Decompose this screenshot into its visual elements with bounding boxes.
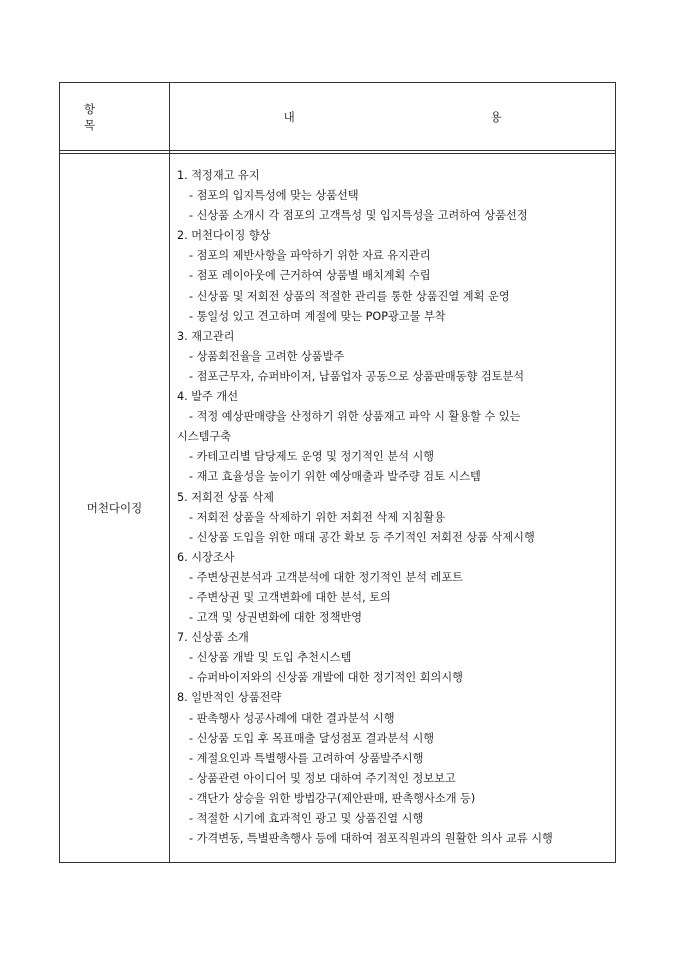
column-divider — [169, 83, 170, 862]
header-item: 항 목 — [84, 101, 122, 132]
list-item: - 슈퍼바이저와의 신상품 개발에 대한 정기적인 회의시행 — [189, 671, 463, 685]
list-item: - 적절한 시기에 효과적인 광고 및 상품진열 시행 — [189, 812, 424, 825]
section-title: 1. 적정재고 유지 — [177, 169, 260, 182]
list-item: - 점포의 입지특성에 맞는 상품선택 — [189, 189, 359, 203]
list-item: - 신상품 도입 후 목표매출 달성점포 결과분석 시행 — [189, 731, 435, 745]
list-item: - 적정 예상판매량을 산정하기 위한 상품재고 파악 시 활용할 수 있는 — [189, 410, 521, 424]
section-title: 3. 재고관리 — [177, 329, 235, 343]
section-title: 7. 신상품 소개 — [177, 631, 249, 645]
list-item: - 신상품 및 저회전 상품의 적절한 관리를 통한 상품진열 계획 운영 — [189, 289, 510, 303]
section-title: 8. 일반적인 상품전략 — [177, 691, 282, 705]
list-item: - 신상품 소개시 각 점포의 고객특성 및 입지특성을 고려하여 상품선정 — [189, 209, 528, 223]
list-item: - 저회전 상품을 삭제하기 위한 저회전 삭제 지침활용 — [189, 510, 445, 524]
section-title: 5. 저회전 상품 삭제 — [177, 490, 274, 504]
header-content: 내 용 — [283, 109, 598, 124]
list-item: - 계절요인과 특별행사를 고려하여 상품발주시행 — [189, 751, 424, 765]
section-title: 2. 머천다이징 향상 — [177, 229, 271, 243]
section-title: 4. 발주 개선 — [177, 390, 239, 404]
list-item: - 상품회전율을 고려한 상품발주 — [189, 349, 345, 363]
list-item: - 카테고리별 담당제도 운영 및 정기적인 분석 시행 — [189, 450, 435, 464]
header-divider — [60, 150, 615, 151]
list-item: - 점포근무자, 슈퍼바이저, 납품업자 공동으로 상품판매동향 검토분석 — [189, 369, 525, 383]
list-item: - 주변상권 및 고객변화에 대한 분석, 토의 — [189, 590, 391, 604]
list-item: - 재고 효율성을 높이기 위한 예상매출과 발주량 검토 시스템 — [189, 470, 481, 484]
list-item: - 점포의 제반사항을 파악하기 위한 자료 유지관리 — [189, 249, 431, 263]
list-item: - 주변상권분석과 고객분석에 대한 정기적인 분석 레포트 — [189, 570, 463, 584]
section-title: 6. 시장조사 — [177, 550, 235, 564]
list-item-continuation: 시스템구축 — [177, 430, 232, 444]
list-item: - 가격변동, 특별판촉행사 등에 대하여 점포직원과의 원활한 의사 교류 시행 — [189, 832, 553, 846]
list-item: - 통일성 있고 견고하며 계절에 맞는 POP광고물 부착 — [189, 309, 446, 323]
list-item: - 신상품 도입을 위한 매대 공간 확보 등 주기적인 저회전 상품 삭제시행 — [189, 530, 535, 544]
list-item: - 점포 레이아웃에 근거하여 상품별 배치계획 수립 — [189, 269, 431, 283]
list-item: - 판촉행사 성공사례에 대한 결과분석 시행 — [189, 711, 395, 725]
list-item: - 객단가 상승을 위한 방법강구(제안판매, 판촉행사소개 등) — [189, 791, 476, 805]
category-cell: 머천다이징 — [86, 501, 143, 515]
list-item: - 신상품 개발 및 도입 추천시스템 — [189, 651, 352, 665]
content-cell — [177, 166, 607, 849]
list-item: - 고객 및 상권변화에 대한 정책반영 — [189, 611, 363, 625]
list-item: - 상품관련 아이디어 및 정보 대하여 주기적인 정보보고 — [189, 771, 456, 785]
